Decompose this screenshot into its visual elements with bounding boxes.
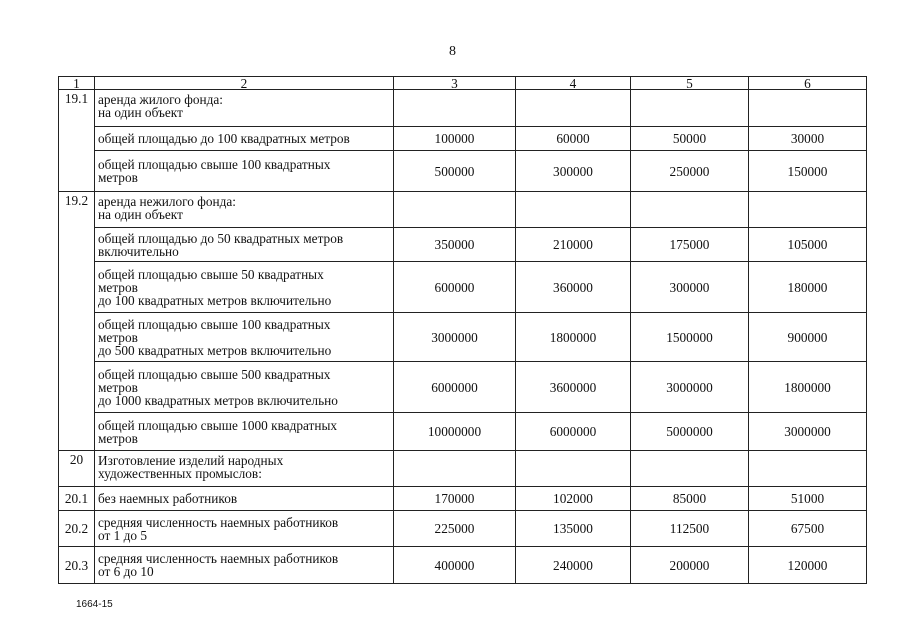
row-number: 20	[59, 451, 95, 487]
value-cell: 67500	[749, 511, 867, 547]
value-cell: 3000000	[394, 313, 516, 362]
value-cell: 300000	[631, 262, 749, 313]
table-row	[59, 451, 867, 487]
value-cell: 30000	[749, 127, 867, 151]
value-cell: 360000	[516, 262, 631, 313]
value-cell: 300000	[516, 151, 631, 192]
value-cell: 6000000	[516, 413, 631, 451]
document-code: 1664-15	[76, 599, 113, 610]
row-description: общей площадью свыше 100 квадратных метров	[95, 151, 394, 192]
value-cell: 170000	[394, 487, 516, 511]
value-cell: 3000000	[749, 413, 867, 451]
value-cell: 5000000	[631, 413, 749, 451]
section-title: аренда нежилого фонда: на один объект	[95, 192, 394, 228]
table-row	[59, 547, 867, 584]
value-cell: 175000	[631, 228, 749, 262]
value-cell: 150000	[749, 151, 867, 192]
row-description: средняя численность наемных работников от 6 до 10	[95, 547, 394, 584]
row-number: 19.2	[59, 192, 95, 451]
section-title: Изготовление изделий народных художественных промыслов:	[95, 451, 394, 487]
value-cell: 180000	[749, 262, 867, 313]
value-cell: 350000	[394, 228, 516, 262]
header-cell: 3	[394, 77, 516, 90]
value-cell: 1800000	[516, 313, 631, 362]
row-description: общей площадью до 50 квадратных метров включительно	[95, 228, 394, 262]
table-row	[59, 192, 867, 228]
row-number: 20.1	[59, 487, 95, 511]
value-cell: 500000	[394, 151, 516, 192]
header-cell: 2	[95, 77, 394, 90]
section-title: аренда жилого фонда: на один объект	[95, 90, 394, 127]
row-description: общей площадью свыше 1000 квадратных метров	[95, 413, 394, 451]
table-row	[59, 151, 867, 192]
table-row	[59, 313, 867, 362]
row-number: 20.3	[59, 547, 95, 584]
value-cell: 100000	[394, 127, 516, 151]
value-cell: 1500000	[631, 313, 749, 362]
value-cell: 105000	[749, 228, 867, 262]
value-cell: 900000	[749, 313, 867, 362]
row-number: 20.2	[59, 511, 95, 547]
value-cell: 135000	[516, 511, 631, 547]
value-cell: 600000	[394, 262, 516, 313]
row-description: общей площадью свыше 500 квадратных метров до 1000 квадратных метров включительно	[95, 362, 394, 413]
value-cell: 240000	[516, 547, 631, 584]
value-cell: 6000000	[394, 362, 516, 413]
value-cell: 120000	[749, 547, 867, 584]
value-cell: 200000	[631, 547, 749, 584]
value-cell: 250000	[631, 151, 749, 192]
value-cell: 3600000	[516, 362, 631, 413]
table-row	[59, 511, 867, 547]
value-cell: 51000	[749, 487, 867, 511]
header-cell: 6	[749, 77, 867, 90]
value-cell: 210000	[516, 228, 631, 262]
value-cell: 60000	[516, 127, 631, 151]
value-cell: 1800000	[749, 362, 867, 413]
tax-rates-table	[58, 76, 867, 584]
page-number: 8	[449, 44, 456, 59]
value-cell: 10000000	[394, 413, 516, 451]
column-number-header-row	[59, 77, 867, 90]
header-cell: 1	[59, 77, 95, 90]
header-cell: 5	[631, 77, 749, 90]
value-cell: 400000	[394, 547, 516, 584]
header-cell: 4	[516, 77, 631, 90]
table-row	[59, 228, 867, 262]
table-row	[59, 487, 867, 511]
value-cell: 85000	[631, 487, 749, 511]
row-description: общей площадью свыше 100 квадратных метров до 500 квадратных метров включительно	[95, 313, 394, 362]
row-description: без наемных работников	[95, 487, 394, 511]
table-row	[59, 127, 867, 151]
row-description: общей площадью до 100 квадратных метров	[95, 127, 394, 151]
value-cell: 112500	[631, 511, 749, 547]
value-cell: 3000000	[631, 362, 749, 413]
table-row	[59, 262, 867, 313]
value-cell: 225000	[394, 511, 516, 547]
value-cell: 102000	[516, 487, 631, 511]
table-row	[59, 90, 867, 127]
row-description: общей площадью свыше 50 квадратных метров до 100 квадратных метров включительно	[95, 262, 394, 313]
row-description: средняя численность наемных работников от 1 до 5	[95, 511, 394, 547]
value-cell: 50000	[631, 127, 749, 151]
table-row	[59, 362, 867, 413]
table-row	[59, 413, 867, 451]
row-number: 19.1	[59, 90, 95, 192]
